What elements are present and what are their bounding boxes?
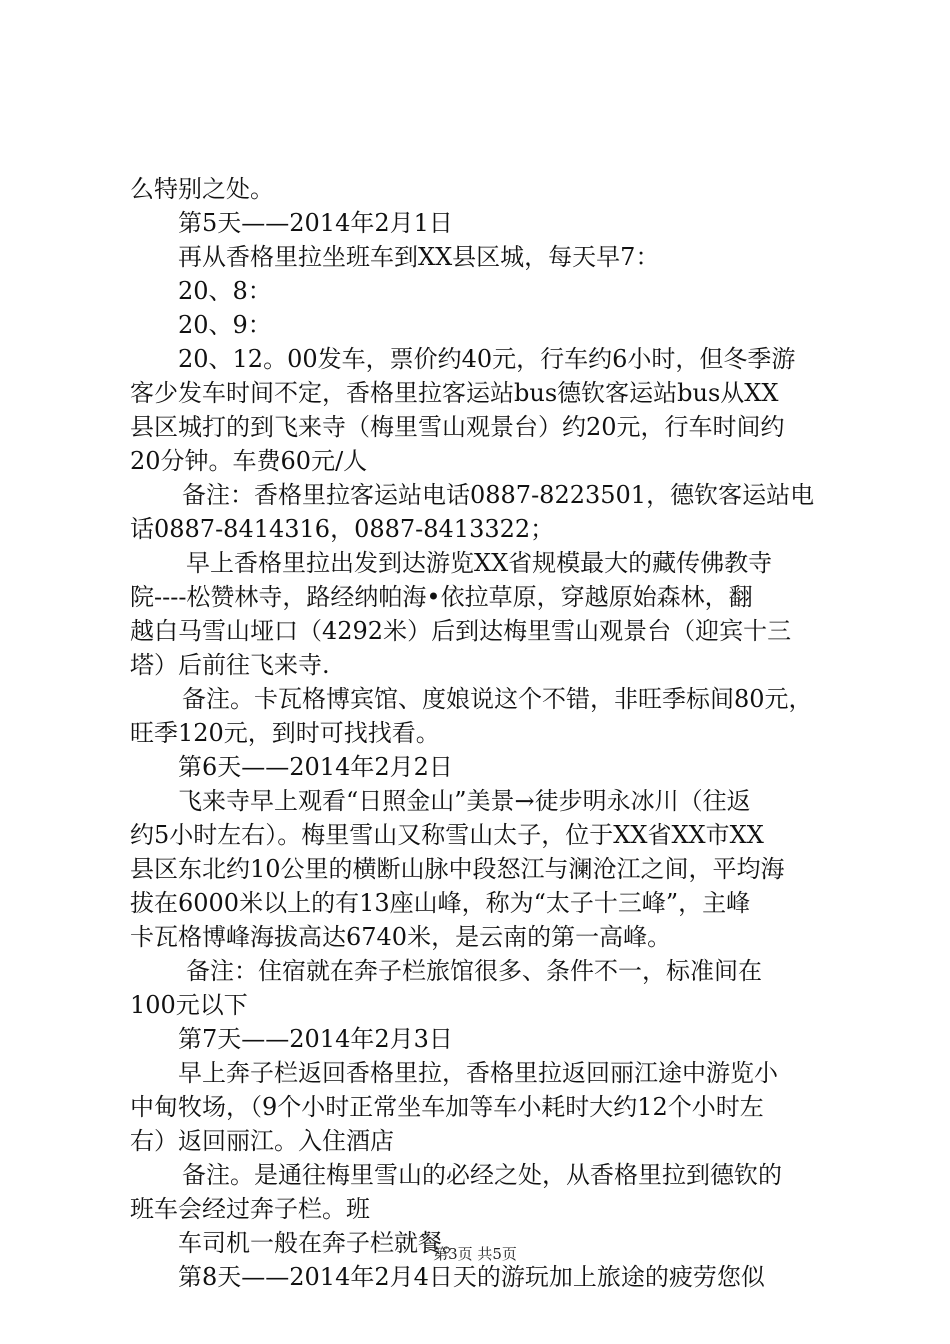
- text-line: 旺季120元，到时可找找看。: [130, 719, 440, 747]
- text-line: 20分钟。车费60元/人: [130, 447, 368, 475]
- day-heading: 第8天——2014年2月4日天的游玩加上旅途的疲劳您似: [178, 1263, 765, 1291]
- text-line: 车司机一般在奔子栏就餐。: [178, 1229, 466, 1257]
- page-number-footer: 第3页 共5页: [433, 1245, 517, 1263]
- text-line: 塔）后前往飞来寺.: [130, 651, 330, 679]
- text-line: 话0887-8414316，0887-8413322；: [130, 515, 555, 543]
- text-line: 20、12。00发车，票价约40元，行车约6小时，但冬季游: [178, 345, 796, 373]
- text-line: 早上香格里拉出发到达游览XX省规模最大的藏传佛教寺: [186, 549, 773, 577]
- day-heading: 第7天——2014年2月3日: [178, 1025, 453, 1053]
- day-heading: 第5天——2014年2月1日: [178, 209, 453, 237]
- text-line: 卡瓦格博峰海拔高达6740米，是云南的第一高峰。: [130, 923, 672, 951]
- text-line: 拔在6000米以上的有13座山峰，称为“太子十三峰”，主峰: [130, 889, 751, 917]
- text-line: 越白马雪山垭口（4292米）后到达梅里雪山观景台（迎宾十三: [130, 617, 792, 645]
- text-line: 县区东北约10公里的横断山脉中段怒江与澜沧江之间，平均海: [130, 855, 785, 883]
- text-line: 班车会经过奔子栏。班: [130, 1195, 370, 1223]
- text-line: 20、9：: [178, 311, 272, 339]
- text-line: 100元以下: [130, 991, 248, 1019]
- text-line: 中甸牧场，（9个小时正常坐车加等车小耗时大约12个小时左: [130, 1093, 764, 1121]
- note-line: 备注。卡瓦格博宾馆、度娘说这个不错，非旺季标间80元，: [182, 685, 813, 713]
- note-line: 备注：住宿就在奔子栏旅馆很多、条件不一，标准间在: [186, 957, 762, 985]
- text-line: 客少发车时间不定，香格里拉客运站bus德钦客运站bus从XX: [130, 379, 779, 407]
- text-line: 院----松赞林寺，路经纳帕海•依拉草原，穿越原始森林，翻: [130, 583, 753, 611]
- text-line: 右）返回丽江。入住酒店: [130, 1127, 394, 1155]
- text-line: 20、8：: [178, 277, 272, 305]
- day-heading: 第6天——2014年2月2日: [178, 753, 453, 781]
- text-line: 早上奔子栏返回香格里拉，香格里拉返回丽江途中游览小: [178, 1059, 778, 1087]
- text-line: 约5小时左右）。梅里雪山又称雪山太子，位于XX省XX市XX: [130, 821, 764, 849]
- text-line: 再从香格里拉坐班车到XX县区城，每天早7：: [178, 243, 660, 271]
- text-line: 县区城打的到飞来寺（梅里雪山观景台）约20元，行车时间约: [130, 413, 785, 441]
- text-line: 飞来寺早上观看“日照金山”美景→徒步明永冰川（往返: [178, 787, 751, 815]
- note-line: 备注。是通往梅里雪山的必经之处，从香格里拉到德钦的: [182, 1161, 782, 1189]
- text-line: 么特别之处。: [130, 175, 274, 203]
- note-line: 备注：香格里拉客运站电话0887-8223501，德钦客运站电: [182, 481, 815, 509]
